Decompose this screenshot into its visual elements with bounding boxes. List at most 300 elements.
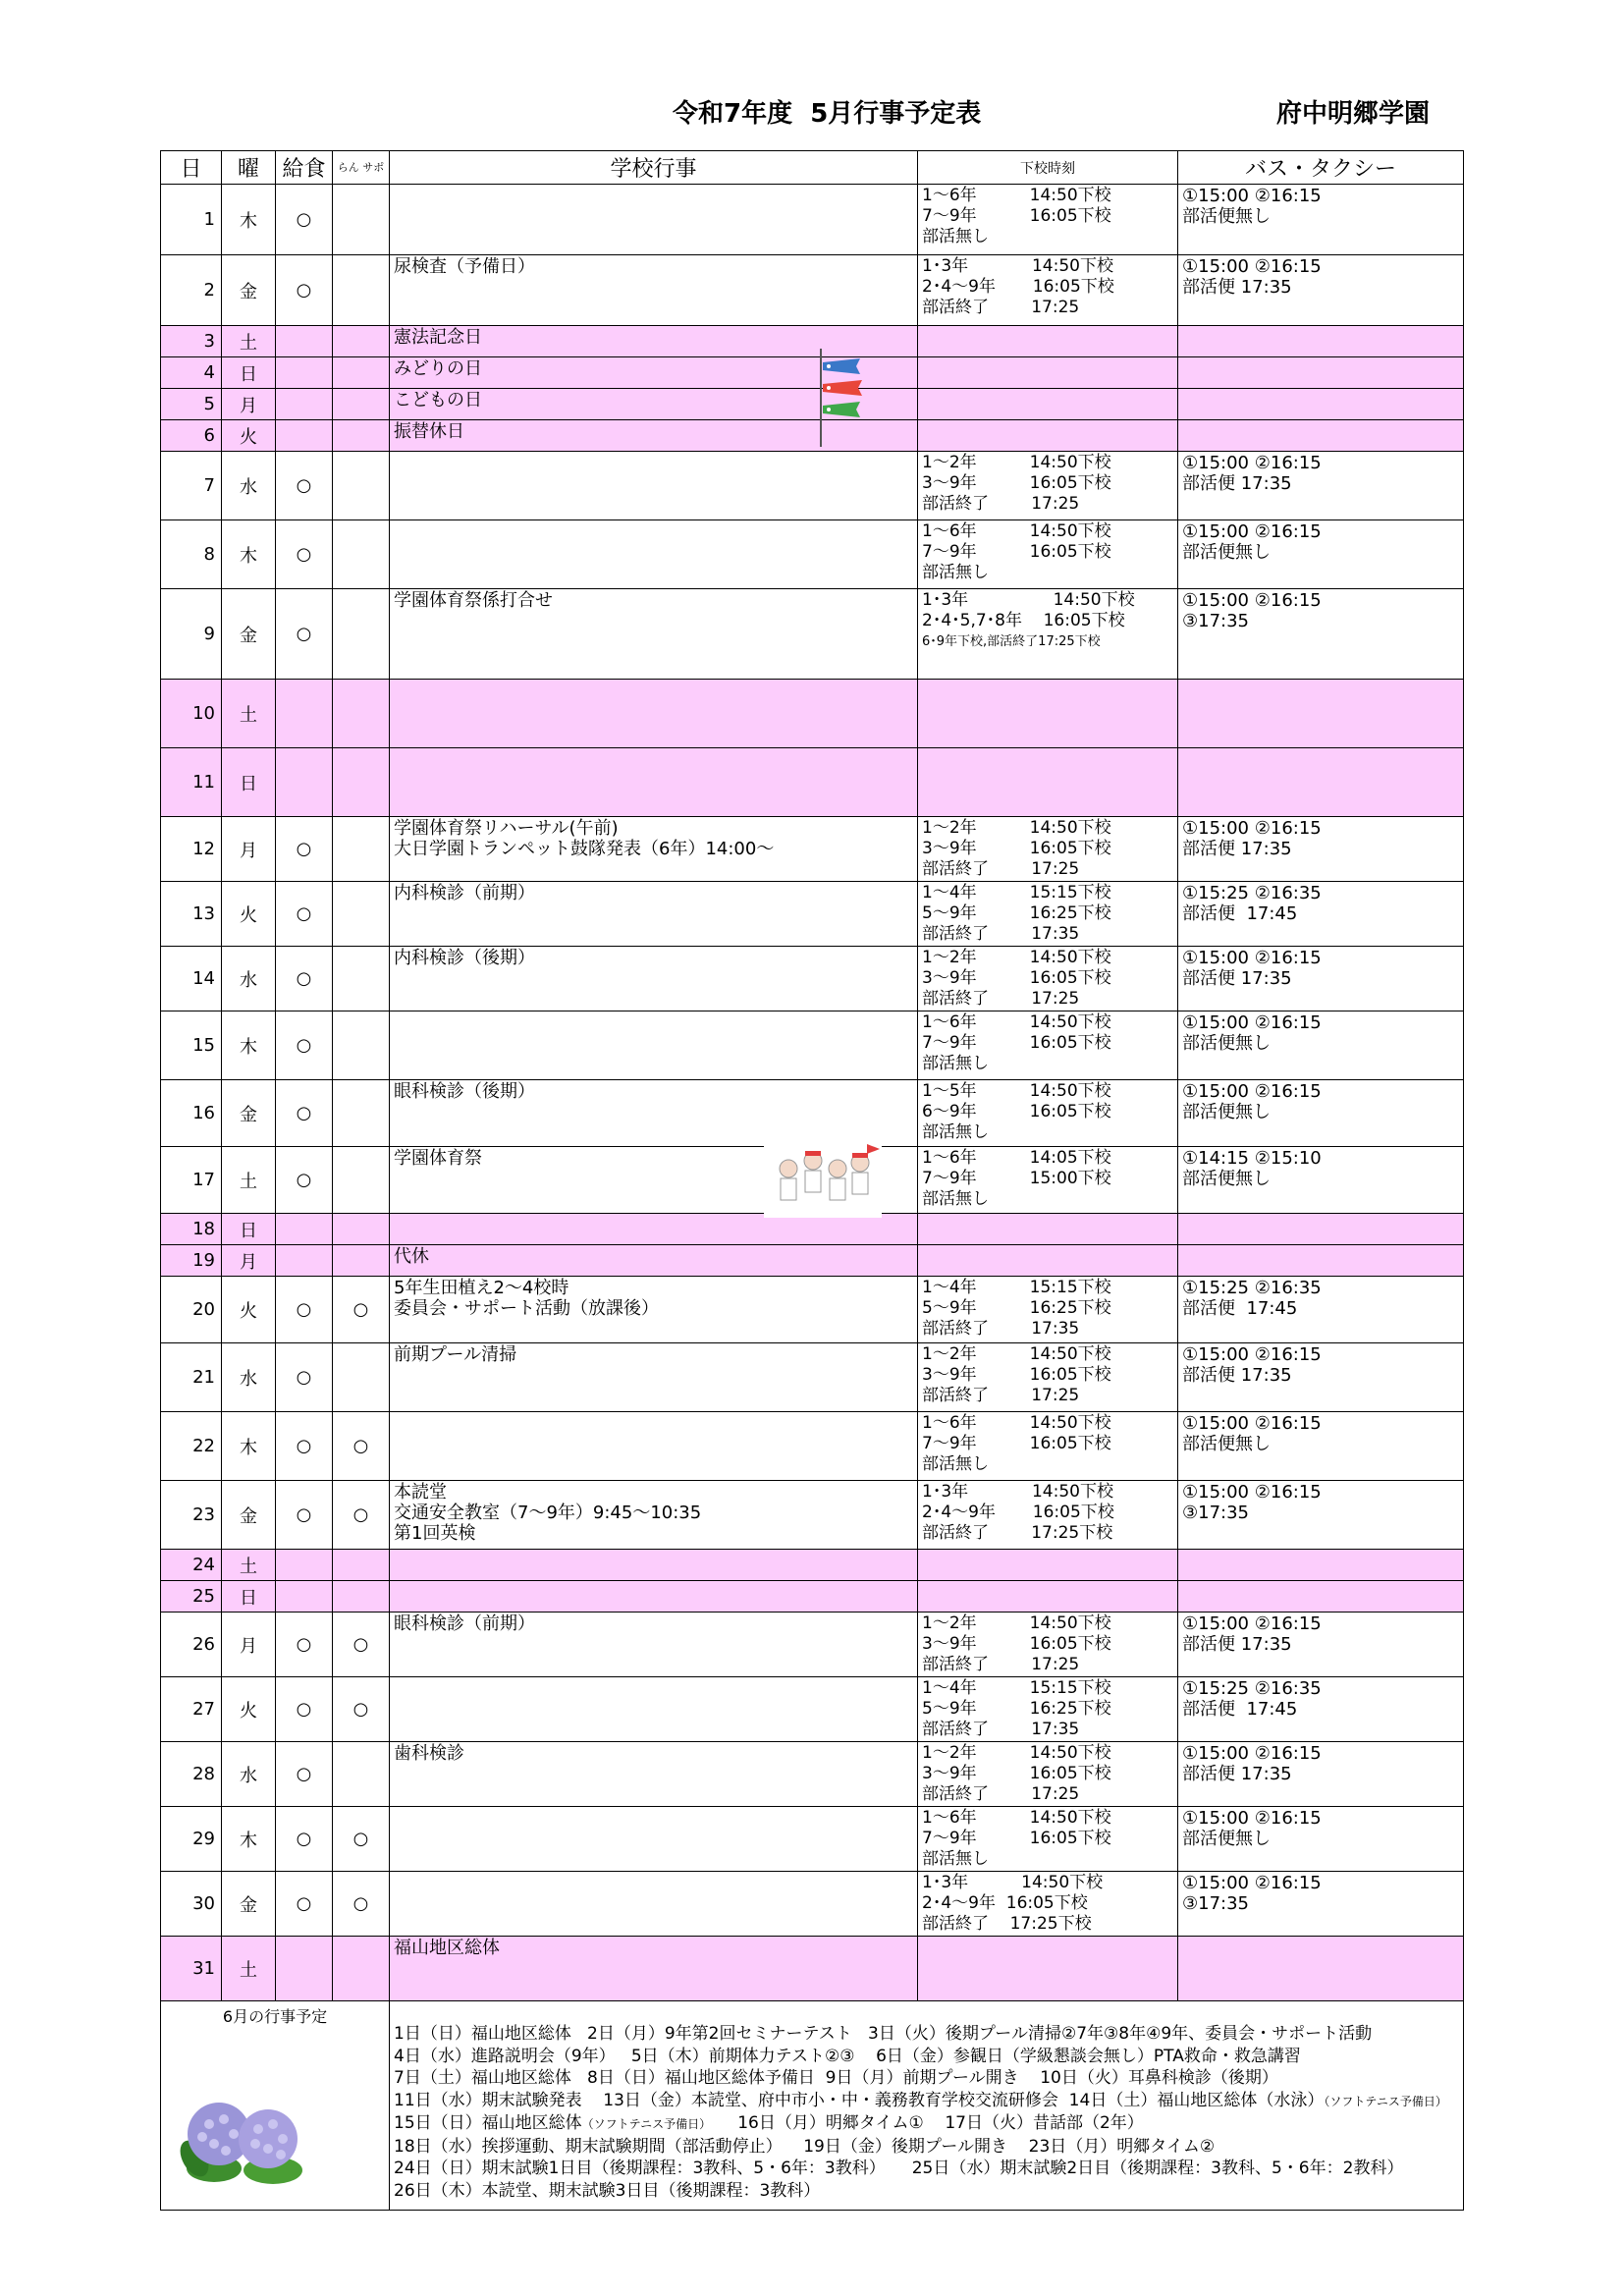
bus-cell bbox=[1178, 420, 1464, 452]
ransapo-cell bbox=[333, 1147, 390, 1214]
lunch-cell bbox=[276, 748, 333, 817]
future-event-line bbox=[394, 2046, 1463, 2068]
ransapo-cell bbox=[333, 452, 390, 520]
weekday-cell: 日 bbox=[222, 748, 276, 817]
events-cell bbox=[390, 1011, 918, 1080]
dismissal-text: 2･4～9年 16:05下校 bbox=[922, 1893, 1088, 1913]
dismissal-text: 3～9年 16:05下校 bbox=[922, 1634, 1111, 1654]
bus-cell bbox=[1178, 389, 1464, 420]
weekday-cell: 月 bbox=[222, 389, 276, 420]
bus-text: 部活便 17:45 bbox=[1182, 1298, 1298, 1319]
dismissal-text: 1～6年 14:05下校 bbox=[922, 1148, 1111, 1168]
weekday-cell: 日 bbox=[222, 357, 276, 389]
dismissal-text: 部活無し bbox=[922, 1122, 989, 1142]
event-text: 学園体育祭 bbox=[394, 1148, 482, 1169]
event-text: みどりの日 bbox=[394, 358, 482, 379]
lunch-cell bbox=[276, 1245, 333, 1277]
dismissal-text: 1～2年 14:50下校 bbox=[922, 1344, 1111, 1364]
bus-cell bbox=[1178, 1147, 1464, 1214]
event-text: 福山地区総体 bbox=[394, 1938, 500, 1958]
events-cell bbox=[390, 1343, 918, 1412]
bus-cell bbox=[1178, 185, 1464, 255]
events-cell bbox=[390, 1581, 918, 1613]
dismissal-cell bbox=[918, 1481, 1178, 1550]
lunch-cell: ○ bbox=[276, 520, 333, 589]
event-text: 前期プール清掃 bbox=[394, 1344, 517, 1365]
future-event-text: 18日（水）挨拶運動、期末試験期間（部活動停止） 19日（金）後期プール開き 23日（月）明郷タイム② bbox=[394, 2136, 1216, 2157]
bus-cell bbox=[1178, 748, 1464, 817]
day-cell: 20 bbox=[161, 1277, 222, 1343]
event-text: 大日学園トランペット鼓隊発表（6年）14:00～ bbox=[394, 839, 775, 859]
bus-text: 部活便 17:35 bbox=[1182, 968, 1292, 989]
day-cell: 27 bbox=[161, 1677, 222, 1742]
dismissal-text: 部活終了 17:25下校 bbox=[922, 1914, 1092, 1934]
bus-text: 部活便 17:35 bbox=[1182, 1634, 1292, 1655]
events-cell bbox=[390, 1550, 918, 1581]
bus-text: ①15:00 ②16:15 bbox=[1182, 521, 1322, 542]
dismissal-cell bbox=[918, 1807, 1178, 1872]
bus-text: 部活便 17:35 bbox=[1182, 1365, 1292, 1386]
events-cell bbox=[390, 1872, 918, 1937]
bus-cell bbox=[1178, 882, 1464, 947]
future-event-text: 11日（水）期末試験発表 13日（金）本読堂、府中市小・中・義務教育学校交流研修会 14日（土）福山地区総体（水泳） bbox=[394, 2090, 1325, 2110]
day-cell: 2 bbox=[161, 255, 222, 326]
future-event-line bbox=[394, 2090, 1463, 2113]
dismissal-text: 7～9年 15:00下校 bbox=[922, 1169, 1111, 1188]
dismissal-text: 部活無し bbox=[922, 1454, 989, 1474]
bus-text: 部活便無し bbox=[1182, 206, 1271, 227]
weekday-cell: 土 bbox=[222, 326, 276, 357]
dismissal-text: 部活終了 17:35 bbox=[922, 924, 1080, 944]
bus-cell bbox=[1178, 1613, 1464, 1677]
events-cell bbox=[390, 1742, 918, 1807]
day-cell: 15 bbox=[161, 1011, 222, 1080]
future-event-text: 16日（月）明郷タイム① 17日（火）昔話部（2年） bbox=[711, 2113, 1144, 2133]
day-cell: 11 bbox=[161, 748, 222, 817]
table-row bbox=[161, 357, 1464, 389]
day-cell: 30 bbox=[161, 1872, 222, 1937]
lunch-cell: ○ bbox=[276, 1277, 333, 1343]
dismissal-text: 1･3年 14:50下校 bbox=[922, 1873, 1104, 1892]
lunch-cell: ○ bbox=[276, 1343, 333, 1412]
dismissal-cell bbox=[918, 255, 1178, 326]
lunch-cell bbox=[276, 389, 333, 420]
table-row bbox=[161, 326, 1464, 357]
table-row bbox=[161, 1011, 1464, 1080]
bus-text: 部活便無し bbox=[1182, 1102, 1271, 1122]
day-cell: 12 bbox=[161, 817, 222, 882]
dismissal-text: 5～9年 16:25下校 bbox=[922, 1298, 1111, 1318]
events-cell bbox=[390, 520, 918, 589]
future-events-cell bbox=[390, 2001, 1464, 2211]
day-cell: 24 bbox=[161, 1550, 222, 1581]
lunch-cell: ○ bbox=[276, 947, 333, 1011]
ransapo-cell bbox=[333, 1245, 390, 1277]
future-event-text: 7日（土）福山地区総体 8日（日）福山地区総体予備日 9日（月）前期プール開き 10日（火）耳鼻科検診（後期） bbox=[394, 2068, 1278, 2088]
events-cell bbox=[390, 255, 918, 326]
weekday-cell: 木 bbox=[222, 1412, 276, 1481]
future-events-list bbox=[390, 2009, 1463, 2202]
bus-text: ①15:00 ②16:15 bbox=[1182, 1873, 1322, 1893]
events-cell bbox=[390, 817, 918, 882]
lunch-cell bbox=[276, 326, 333, 357]
dismissal-text: 部活無し bbox=[922, 1849, 989, 1869]
dismissal-text: 1･3年 14:50下校 bbox=[922, 1482, 1113, 1502]
table-row bbox=[161, 1872, 1464, 1937]
events-cell bbox=[390, 1677, 918, 1742]
dismissal-text: 1～2年 14:50下校 bbox=[922, 1743, 1111, 1763]
day-cell: 13 bbox=[161, 882, 222, 947]
dismissal-cell bbox=[918, 589, 1178, 680]
bus-cell bbox=[1178, 1550, 1464, 1581]
dismissal-text: 1～2年 14:50下校 bbox=[922, 453, 1111, 472]
bus-text: ①15:00 ②16:15 bbox=[1182, 818, 1322, 839]
lunch-cell: ○ bbox=[276, 1147, 333, 1214]
bus-text: ①15:00 ②16:15 bbox=[1182, 1613, 1322, 1634]
events-cell bbox=[390, 589, 918, 680]
bus-text: 部活便 17:35 bbox=[1182, 473, 1292, 494]
future-event-text: 26日（木）本読堂、期末試験3日目（後期課程：3教科） bbox=[394, 2180, 821, 2201]
weekday-cell: 土 bbox=[222, 1147, 276, 1214]
lunch-cell: ○ bbox=[276, 185, 333, 255]
dismissal-text: 7～9年 16:05下校 bbox=[922, 542, 1111, 562]
dismissal-text: 6～9年 16:05下校 bbox=[922, 1102, 1111, 1121]
dismissal-cell bbox=[918, 1245, 1178, 1277]
events-cell bbox=[390, 680, 918, 748]
col-dismissal: 下校時刻 bbox=[918, 151, 1178, 185]
day-cell: 21 bbox=[161, 1343, 222, 1412]
ransapo-cell bbox=[333, 326, 390, 357]
dismissal-text: 部活終了 17:25 bbox=[922, 859, 1080, 879]
bus-cell bbox=[1178, 357, 1464, 389]
dismissal-cell bbox=[918, 1011, 1178, 1080]
events-cell bbox=[390, 185, 918, 255]
lunch-cell: ○ bbox=[276, 1807, 333, 1872]
bus-text: ①15:00 ②16:15 bbox=[1182, 1081, 1322, 1102]
ransapo-cell bbox=[333, 882, 390, 947]
dismissal-cell bbox=[918, 748, 1178, 817]
future-event-text: 4日（水）進路説明会（9年） 5日（木）前期体力テスト②③ 6日（金）参観日（学級懇談会無し）PTA救命・救急講習 bbox=[394, 2046, 1301, 2066]
bus-cell bbox=[1178, 1807, 1464, 1872]
dismissal-text: 部活終了 17:25 bbox=[922, 1386, 1080, 1405]
event-text: 委員会・サポート活動（放課後） bbox=[394, 1298, 659, 1319]
day-cell: 10 bbox=[161, 680, 222, 748]
weekday-cell: 金 bbox=[222, 589, 276, 680]
dismissal-cell bbox=[918, 1147, 1178, 1214]
ransapo-cell: ○ bbox=[333, 1613, 390, 1677]
dismissal-cell bbox=[918, 1613, 1178, 1677]
weekday-cell: 金 bbox=[222, 1481, 276, 1550]
dismissal-cell bbox=[918, 1214, 1178, 1245]
dismissal-cell bbox=[918, 520, 1178, 589]
dismissal-cell bbox=[918, 1343, 1178, 1412]
table-row bbox=[161, 452, 1464, 520]
event-text: 交通安全教室（7～9年）9:45～10:35 bbox=[394, 1503, 702, 1523]
weekday-cell: 土 bbox=[222, 1937, 276, 2001]
dismissal-text: 1～2年 14:50下校 bbox=[922, 818, 1111, 838]
event-text: 学園体育祭リハーサル(午前) bbox=[394, 818, 619, 839]
future-event-note: （ソフトテニス予備日） bbox=[1324, 2094, 1447, 2108]
dismissal-text: 7～9年 16:05下校 bbox=[922, 206, 1111, 226]
lunch-cell bbox=[276, 357, 333, 389]
events-cell bbox=[390, 947, 918, 1011]
dismissal-text: 7～9年 16:05下校 bbox=[922, 1434, 1111, 1453]
event-text: 学園体育祭係打合せ bbox=[394, 590, 553, 611]
event-text: 憲法記念日 bbox=[394, 327, 482, 348]
dismissal-text: 1･3年 14:50下校 bbox=[922, 256, 1113, 276]
dismissal-text: 1～6年 14:50下校 bbox=[922, 1012, 1111, 1032]
dismissal-cell bbox=[918, 1550, 1178, 1581]
sports-day-icon bbox=[764, 1139, 882, 1218]
day-cell: 5 bbox=[161, 389, 222, 420]
dismissal-cell bbox=[918, 326, 1178, 357]
day-cell: 28 bbox=[161, 1742, 222, 1807]
bus-cell bbox=[1178, 1677, 1464, 1742]
bus-text: 部活便 17:35 bbox=[1182, 839, 1292, 859]
lunch-cell: ○ bbox=[276, 1412, 333, 1481]
bus-text: 部活便無し bbox=[1182, 542, 1271, 563]
dismissal-cell bbox=[918, 1581, 1178, 1613]
col-bus: バス・タクシー bbox=[1178, 151, 1464, 185]
lunch-cell: ○ bbox=[276, 255, 333, 326]
day-cell: 3 bbox=[161, 326, 222, 357]
ransapo-cell bbox=[333, 1550, 390, 1581]
ransapo-cell: ○ bbox=[333, 1872, 390, 1937]
ransapo-cell: ○ bbox=[333, 1412, 390, 1481]
table-row bbox=[161, 1613, 1464, 1677]
bus-cell bbox=[1178, 1742, 1464, 1807]
lunch-cell: ○ bbox=[276, 1613, 333, 1677]
col-ransapo: らん サポ bbox=[333, 151, 390, 185]
dismissal-cell bbox=[918, 947, 1178, 1011]
ransapo-cell bbox=[333, 1214, 390, 1245]
ransapo-cell bbox=[333, 389, 390, 420]
weekday-cell: 金 bbox=[222, 255, 276, 326]
events-cell bbox=[390, 1807, 918, 1872]
dismissal-cell bbox=[918, 1677, 1178, 1742]
bus-text: ③17:35 bbox=[1182, 1503, 1250, 1523]
school-name: 府中明郷学園 bbox=[1276, 99, 1431, 129]
bus-cell bbox=[1178, 520, 1464, 589]
bus-text: ①15:25 ②16:35 bbox=[1182, 883, 1322, 903]
bus-cell bbox=[1178, 1481, 1464, 1550]
ransapo-cell: ○ bbox=[333, 1807, 390, 1872]
dismissal-cell bbox=[918, 680, 1178, 748]
dismissal-text: 部活終了 17:25 bbox=[922, 298, 1080, 317]
event-text: 第1回英検 bbox=[394, 1523, 476, 1544]
ransapo-cell bbox=[333, 1742, 390, 1807]
dismissal-cell bbox=[918, 1080, 1178, 1147]
lunch-cell: ○ bbox=[276, 452, 333, 520]
weekday-cell: 木 bbox=[222, 1011, 276, 1080]
table-row bbox=[161, 1742, 1464, 1807]
table-row bbox=[161, 1080, 1464, 1147]
header-row bbox=[161, 151, 1464, 185]
dismissal-cell bbox=[918, 1937, 1178, 2001]
ransapo-cell bbox=[333, 1581, 390, 1613]
dismissal-text: 1～4年 15:15下校 bbox=[922, 883, 1111, 902]
events-cell bbox=[390, 748, 918, 817]
dismissal-text: 1～4年 15:15下校 bbox=[922, 1678, 1111, 1698]
bus-cell bbox=[1178, 680, 1464, 748]
bus-text: ①15:00 ②16:15 bbox=[1182, 1012, 1322, 1033]
table-row bbox=[161, 748, 1464, 817]
lunch-cell: ○ bbox=[276, 589, 333, 680]
dismissal-cell bbox=[918, 1872, 1178, 1937]
event-text: 尿検査（予備日） bbox=[394, 256, 535, 277]
events-cell bbox=[390, 1080, 918, 1147]
day-cell: 1 bbox=[161, 185, 222, 255]
dismissal-text: 1～2年 14:50下校 bbox=[922, 948, 1111, 967]
weekday-cell: 水 bbox=[222, 1343, 276, 1412]
dismissal-text: 3～9年 16:05下校 bbox=[922, 1764, 1111, 1783]
dismissal-text: 3～9年 16:05下校 bbox=[922, 473, 1111, 493]
event-text: 内科検診（後期） bbox=[394, 948, 535, 968]
dismissal-text: 1～6年 14:50下校 bbox=[922, 186, 1111, 205]
weekday-cell: 月 bbox=[222, 1245, 276, 1277]
bus-text: 部活便無し bbox=[1182, 1033, 1271, 1054]
day-cell: 16 bbox=[161, 1080, 222, 1147]
dismissal-cell bbox=[918, 817, 1178, 882]
bus-text: ①15:25 ②16:35 bbox=[1182, 1278, 1322, 1298]
dismissal-text: 2･4～9年 16:05下校 bbox=[922, 1503, 1114, 1522]
dismissal-text: 2･4～9年 16:05下校 bbox=[922, 277, 1114, 297]
table-row bbox=[161, 1677, 1464, 1742]
bus-cell bbox=[1178, 947, 1464, 1011]
event-text: こどもの日 bbox=[394, 390, 482, 410]
dismissal-text: 1～5年 14:50下校 bbox=[922, 1081, 1111, 1101]
events-cell bbox=[390, 1937, 918, 2001]
bus-text: ①15:00 ②16:15 bbox=[1182, 1808, 1322, 1829]
ransapo-cell bbox=[333, 357, 390, 389]
table-row bbox=[161, 1343, 1464, 1412]
table-row bbox=[161, 1581, 1464, 1613]
ransapo-cell bbox=[333, 817, 390, 882]
dismissal-cell bbox=[918, 1412, 1178, 1481]
dismissal-text: 部活無し bbox=[922, 1054, 989, 1073]
weekday-cell: 土 bbox=[222, 1550, 276, 1581]
bus-text: 部活便 17:45 bbox=[1182, 1699, 1298, 1720]
hydrangea-icon bbox=[175, 2090, 312, 2188]
bus-cell bbox=[1178, 1412, 1464, 1481]
dismissal-text: 1～4年 15:15下校 bbox=[922, 1278, 1111, 1297]
day-cell: 19 bbox=[161, 1245, 222, 1277]
weekday-cell: 木 bbox=[222, 1807, 276, 1872]
weekday-cell: 火 bbox=[222, 420, 276, 452]
ransapo-cell bbox=[333, 589, 390, 680]
future-event-line bbox=[394, 2158, 1463, 2180]
weekday-cell: 水 bbox=[222, 1742, 276, 1807]
ransapo-cell bbox=[333, 680, 390, 748]
table-row bbox=[161, 420, 1464, 452]
dismissal-cell bbox=[918, 1277, 1178, 1343]
dismissal-text: 6･9年下校,部活終了17:25下校 bbox=[922, 634, 1101, 649]
day-cell: 29 bbox=[161, 1807, 222, 1872]
bus-cell bbox=[1178, 326, 1464, 357]
dismissal-text: 3～9年 16:05下校 bbox=[922, 968, 1111, 988]
dismissal-text: 部活終了 17:25 bbox=[922, 1655, 1080, 1674]
future-row bbox=[161, 2001, 1464, 2211]
day-cell: 6 bbox=[161, 420, 222, 452]
events-cell bbox=[390, 1481, 918, 1550]
bus-text: ①15:00 ②16:15 bbox=[1182, 256, 1322, 277]
bus-cell bbox=[1178, 1872, 1464, 1937]
weekday-cell: 火 bbox=[222, 1677, 276, 1742]
dismissal-text: 部活無し bbox=[922, 1189, 989, 1209]
events-cell bbox=[390, 1613, 918, 1677]
bus-text: ①15:00 ②16:15 bbox=[1182, 1482, 1322, 1503]
col-day: 日 bbox=[161, 151, 222, 185]
dismissal-text: 1～6年 14:50下校 bbox=[922, 1413, 1111, 1433]
ransapo-cell: ○ bbox=[333, 1481, 390, 1550]
ransapo-cell bbox=[333, 1011, 390, 1080]
table-row bbox=[161, 882, 1464, 947]
dismissal-cell bbox=[918, 185, 1178, 255]
bus-text: 部活便 17:45 bbox=[1182, 903, 1298, 924]
table-row bbox=[161, 1412, 1464, 1481]
weekday-cell: 火 bbox=[222, 1277, 276, 1343]
ransapo-cell bbox=[333, 1343, 390, 1412]
bus-cell bbox=[1178, 1937, 1464, 2001]
ransapo-cell bbox=[333, 420, 390, 452]
bus-text: 部活便無し bbox=[1182, 1169, 1271, 1189]
future-label: 6月の行事予定 bbox=[222, 2007, 328, 2026]
bus-text: ①15:00 ②16:15 bbox=[1182, 1413, 1322, 1434]
events-cell bbox=[390, 1245, 918, 1277]
bus-text: ③17:35 bbox=[1182, 1893, 1250, 1914]
dismissal-cell bbox=[918, 420, 1178, 452]
events-cell bbox=[390, 1214, 918, 1245]
bus-cell bbox=[1178, 1080, 1464, 1147]
lunch-cell: ○ bbox=[276, 1011, 333, 1080]
day-cell: 9 bbox=[161, 589, 222, 680]
future-event-line bbox=[394, 2180, 1463, 2203]
weekday-cell: 金 bbox=[222, 1080, 276, 1147]
dismissal-text: 3～9年 16:05下校 bbox=[922, 839, 1111, 858]
bus-cell bbox=[1178, 817, 1464, 882]
bus-text: ①15:00 ②16:15 bbox=[1182, 1743, 1322, 1764]
day-cell: 18 bbox=[161, 1214, 222, 1245]
bus-text: ①15:00 ②16:15 bbox=[1182, 590, 1322, 611]
weekday-cell: 水 bbox=[222, 452, 276, 520]
lunch-cell: ○ bbox=[276, 1872, 333, 1937]
ransapo-cell: ○ bbox=[333, 1677, 390, 1742]
dismissal-text: 部活無し bbox=[922, 563, 989, 582]
future-label-cell bbox=[161, 2001, 390, 2211]
lunch-cell: ○ bbox=[276, 882, 333, 947]
lunch-cell bbox=[276, 680, 333, 748]
table-row bbox=[161, 589, 1464, 680]
day-cell: 17 bbox=[161, 1147, 222, 1214]
dismissal-text: 部活終了 17:25 bbox=[922, 989, 1080, 1009]
dismissal-text: 2･4･5,7･8年 16:05下校 bbox=[922, 611, 1125, 630]
day-cell: 7 bbox=[161, 452, 222, 520]
future-event-line bbox=[394, 2112, 1463, 2136]
ransapo-cell bbox=[333, 255, 390, 326]
events-cell bbox=[390, 1412, 918, 1481]
day-cell: 14 bbox=[161, 947, 222, 1011]
future-event-text: 15日（日）福山地区総体 bbox=[394, 2113, 582, 2133]
weekday-cell: 日 bbox=[222, 1581, 276, 1613]
future-event-line bbox=[394, 2023, 1463, 2046]
dismissal-text: 5～9年 16:25下校 bbox=[922, 903, 1111, 923]
lunch-cell: ○ bbox=[276, 1481, 333, 1550]
bus-cell bbox=[1178, 1581, 1464, 1613]
dismissal-text: 1･3年 14:50下校 bbox=[922, 590, 1135, 610]
table-row bbox=[161, 1550, 1464, 1581]
table-row bbox=[161, 255, 1464, 326]
page-title: 令和7年度 5月行事予定表 bbox=[673, 99, 982, 129]
